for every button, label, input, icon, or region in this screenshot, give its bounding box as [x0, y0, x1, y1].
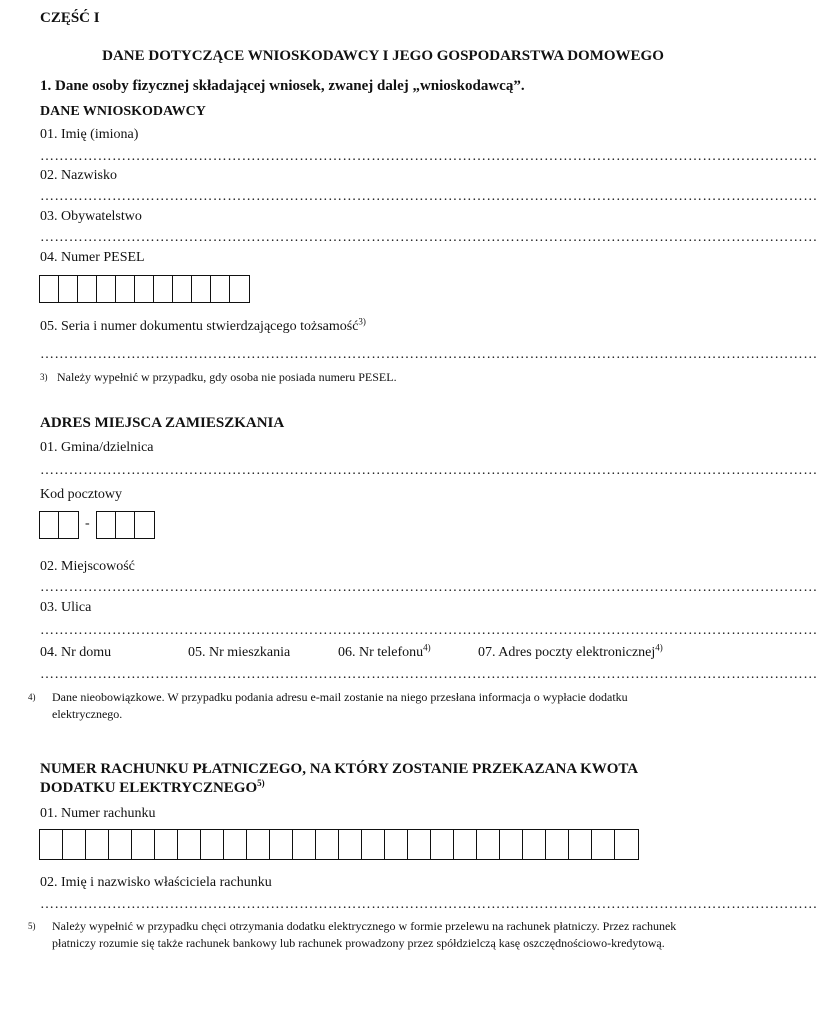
footnote-3: 3) Należy wypełnić w przypadku, gdy osoba nie posiada numeru PESEL.	[40, 370, 397, 384]
municipality-field[interactable]: ………………………………………………………………………………………………………………………………………………	[40, 463, 818, 478]
item-1-heading: 1. Dane osoby fizycznej składającej wniosek, zwanej dalej „wnioskodawcą”.	[40, 78, 525, 94]
footnote-5: 5) Należy wypełnić w przypadku chęci otrzymania dodatku elektrycznego w formie przelewu na rachunek płatniczy. Przez rachunek płatniczy rozumie się także rachunek bankowy lub rachunek prowadzony przez spółdzielczą kasę oszczędnościowo-kredytową.	[28, 919, 677, 950]
account-owner-label: 02. Imię i nazwisko właściciela rachunku	[40, 875, 272, 890]
flat-number-label: 05. Nr mieszkania	[188, 645, 291, 660]
account-number-boxes[interactable]	[39, 829, 639, 860]
street-label: 03. Ulica	[40, 600, 92, 615]
postal-code-dash: -	[85, 516, 90, 531]
town-label: 02. Miejscowość	[40, 559, 135, 574]
first-name-label: 01. Imię (imiona)	[40, 127, 139, 142]
section-title: DANE DOTYCZĄCE WNIOSKODAWCY I JEGO GOSPODARSTWA DOMOWEGO	[102, 48, 664, 64]
contact-fields-line[interactable]: ………………………………………………………………………………………………………………………………………………	[40, 667, 818, 682]
account-heading: NUMER RACHUNKU PŁATNICZEGO, NA KTÓRY ZOSTANIE PRZEKAZANA KWOTA DODATKU ELEKTRYCZNEGO$^{5)}$	[40, 761, 639, 796]
phone-label: 06. Nr telefonu$^{4)}$	[338, 642, 431, 660]
footnote-4: 4) Dane nieobowiązkowe. W przypadku podania adresu e-mail zostanie na niego przesłana informacja o wypłacie dodatku elektrycznego.	[28, 690, 628, 721]
postal-code-prefix-boxes[interactable]	[39, 511, 79, 539]
email-label: 07. Adres poczty elektronicznej$^{4)}$	[478, 642, 663, 660]
account-number-label: 01. Numer rachunku	[40, 806, 156, 821]
part-title: CZĘŚĆ I	[40, 10, 100, 26]
id-document-field[interactable]: ………………………………………………………………………………………………………………………………………………	[40, 347, 818, 362]
postal-code-label: Kod pocztowy	[40, 487, 123, 502]
citizenship-field[interactable]: ………………………………………………………………………………………………………………………………………………	[40, 230, 818, 245]
town-field[interactable]: ………………………………………………………………………………………………………………………………………………	[40, 580, 818, 595]
account-owner-field[interactable]: ………………………………………………………………………………………………………………………………………………	[40, 897, 818, 912]
applicant-heading: DANE WNIOSKODAWCY	[40, 104, 206, 119]
municipality-label: 01. Gmina/dzielnica	[40, 440, 154, 455]
street-field[interactable]: ………………………………………………………………………………………………………………………………………………	[40, 623, 818, 638]
postal-code-suffix-boxes[interactable]	[96, 511, 155, 539]
surname-field[interactable]: ………………………………………………………………………………………………………………………………………………	[40, 189, 818, 204]
pesel-boxes[interactable]	[39, 275, 250, 303]
surname-label: 02. Nazwisko	[40, 168, 117, 183]
address-heading: ADRES MIEJSCA ZAMIESZKANIA	[40, 415, 285, 431]
id-document-label: 05. Seria i numer dokumentu stwierdzającego tożsamość$^{3)}$	[40, 316, 366, 334]
citizenship-label: 03. Obywatelstwo	[40, 209, 142, 224]
pesel-label: 04. Numer PESEL	[40, 250, 145, 265]
house-number-label: 04. Nr domu	[40, 645, 112, 660]
first-name-field[interactable]: ………………………………………………………………………………………………………………………………………………	[40, 149, 818, 164]
